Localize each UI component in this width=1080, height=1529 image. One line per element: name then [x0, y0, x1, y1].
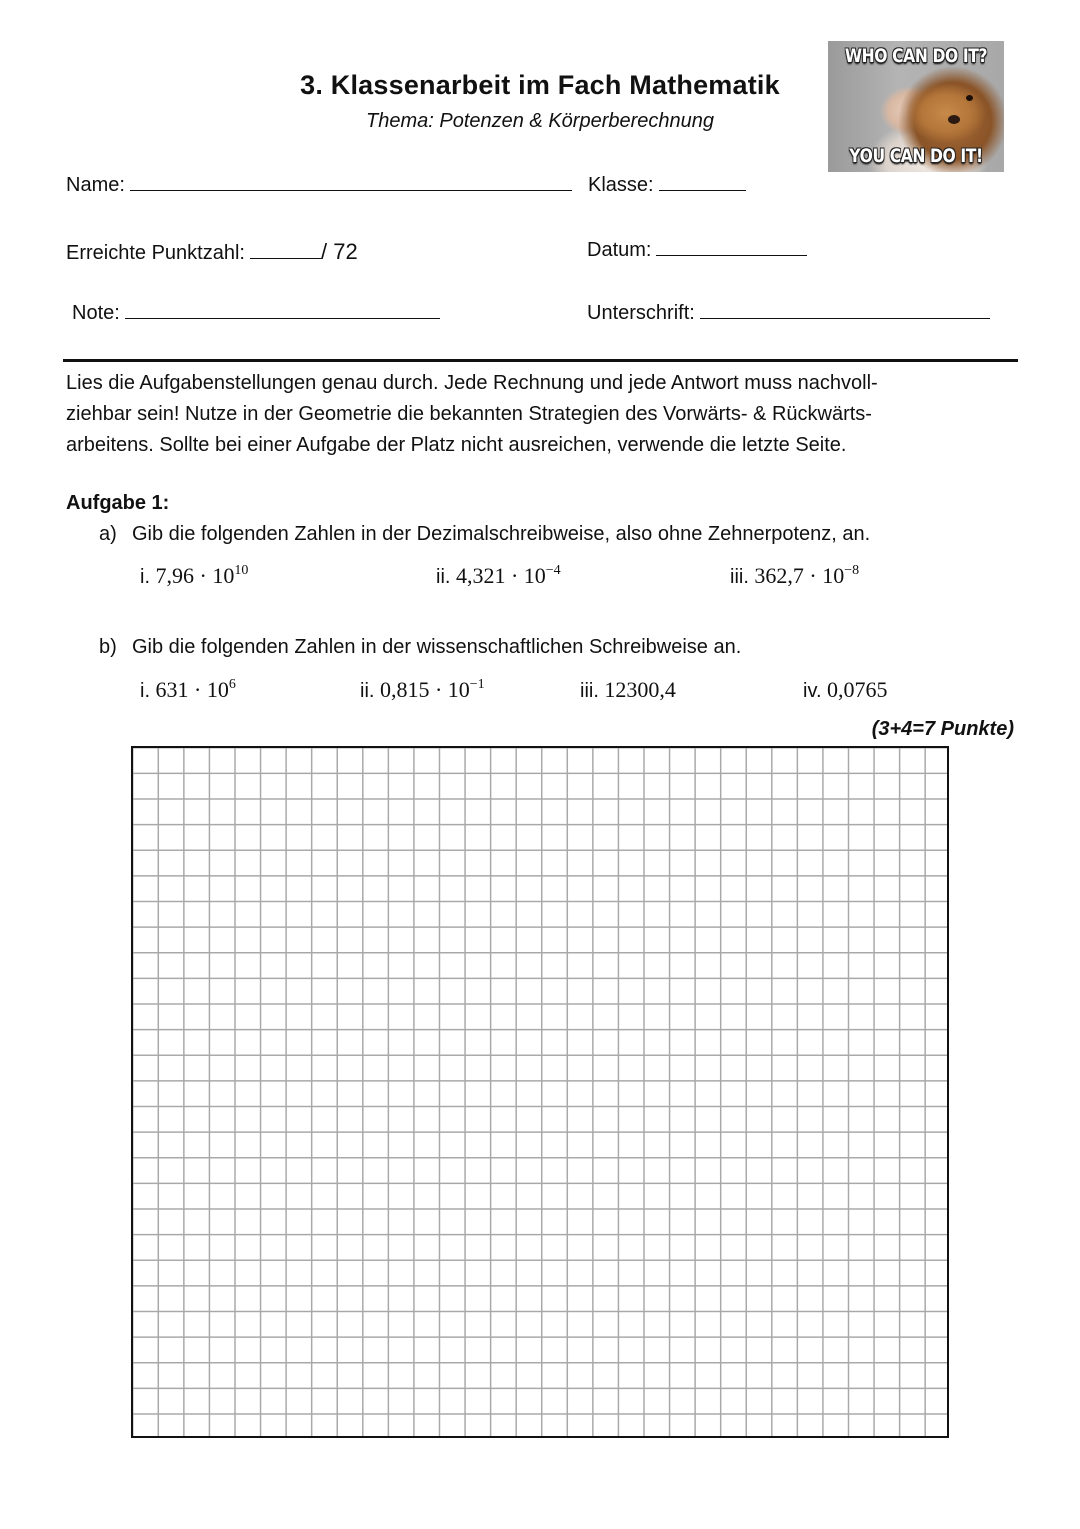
task-1b-letter: b) [99, 636, 117, 658]
task-1a-prompt [99, 523, 870, 546]
punktzahl-blank[interactable] [250, 258, 321, 259]
datum-field[interactable] [587, 239, 807, 262]
task-1b-item-iii: iii. 12300,4 [580, 677, 676, 702]
note-blank[interactable] [125, 318, 440, 319]
unterschrift-field[interactable] [587, 302, 990, 325]
name-label: Name: [66, 174, 125, 196]
punktzahl-label: Erreichte Punktzahl: [66, 242, 245, 264]
klasse-field[interactable] [588, 174, 746, 197]
task-1-heading: Aufgabe 1: [66, 492, 170, 514]
instructions-paragraph [66, 368, 1026, 461]
meme-top-text: WHO CAN DO IT? [844, 45, 988, 67]
punktzahl-total: / 72 [320, 239, 358, 264]
dog-eye-icon [966, 95, 973, 101]
punktzahl-field[interactable] [66, 239, 358, 265]
instructions-line: ziehbar sein! Nutze in der Geometrie die bekannten Strategien des Vorwärts- & Rückwärts- [66, 403, 872, 425]
task-1b-item-i: i. $631 \cdot 10^6$ [140, 677, 236, 702]
task-1b-text: Gib die folgenden Zahlen in der wissenschaftlichen Schreibweise an. [132, 636, 742, 658]
instructions-line: arbeitens. Sollte bei einer Aufgabe der Platz nicht ausreichen, verwende die letzte Seite. [66, 434, 847, 456]
name-blank[interactable] [130, 190, 572, 191]
task-1a-item-i: i. $7,96 \cdot 10^{10}$ [140, 563, 249, 588]
name-field[interactable] [66, 174, 572, 197]
task-1a-text: Gib die folgenden Zahlen in der Dezimalschreibweise, also ohne Zehnerpotenz, an. [132, 523, 871, 545]
klasse-label: Klasse: [588, 174, 654, 196]
header-divider [63, 359, 1018, 362]
note-label: Note: [72, 302, 120, 324]
page-title: 3. Klassenarbeit im Fach Mathematik [300, 70, 780, 100]
task-1a-item-iii: iii. $362,7 \cdot 10^{-8}$ [730, 563, 860, 588]
klasse-blank[interactable] [659, 190, 746, 191]
meme-bottom-text: YOU CAN DO IT! [849, 145, 983, 167]
datum-blank[interactable] [656, 255, 807, 256]
unterschrift-blank[interactable] [700, 318, 990, 319]
datum-label: Datum: [587, 239, 652, 261]
task-1b-prompt [99, 636, 741, 659]
instructions-line: Lies die Aufgabenstellungen genau durch. Jede Rechnung und jede Antwort muss nachvoll- [66, 372, 878, 394]
dog-meme-image [828, 41, 1004, 172]
page-subtitle: Thema: Potenzen & Körperberechnung [366, 110, 714, 132]
unterschrift-label: Unterschrift: [587, 302, 695, 324]
note-field[interactable] [72, 302, 440, 325]
task-1b-item-ii: ii. $0,815 \cdot 10^{-1}$ [360, 677, 485, 702]
dog-nose-icon [948, 115, 960, 124]
task-1b-item-iv: iv. 0,0765 [803, 677, 888, 702]
task-1-points: (3+4=7 Punkte) [871, 718, 1014, 740]
task-1a-letter: a) [99, 523, 117, 545]
answer-grid[interactable] [131, 746, 949, 1438]
task-1a-item-ii: ii. $4,321 \cdot 10^{-4}$ [436, 563, 561, 588]
